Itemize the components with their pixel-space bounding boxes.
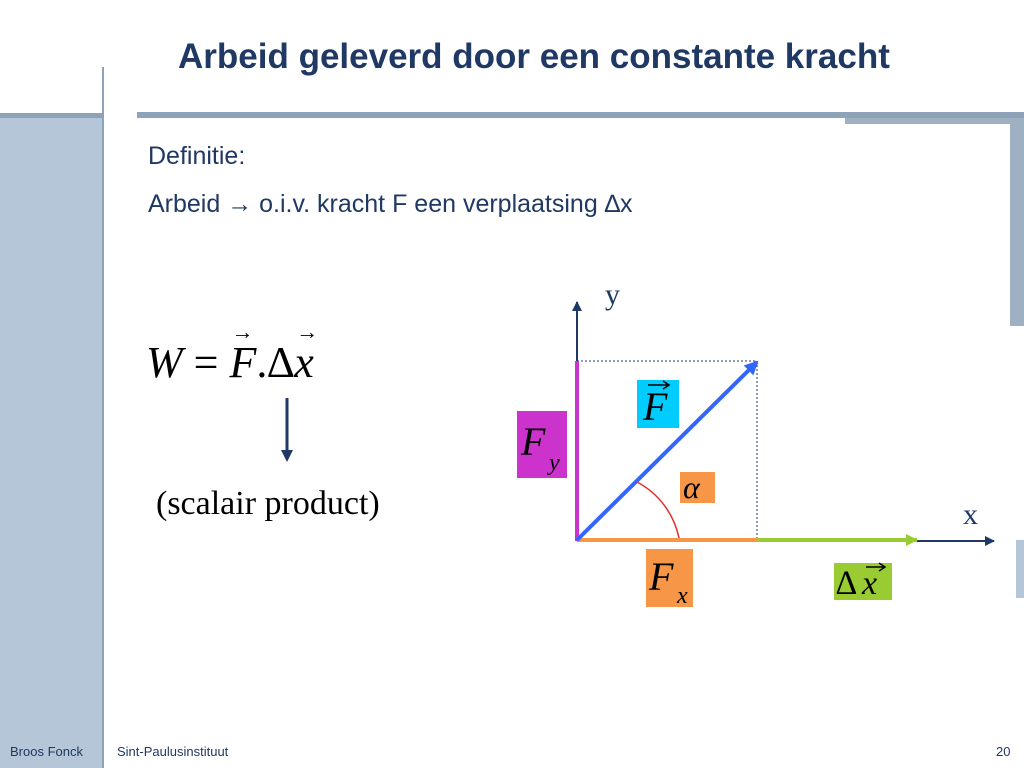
definition-label: Definitie:: [148, 142, 246, 170]
formula-equals: =: [193, 338, 219, 387]
fy-label-subscript: y: [549, 450, 560, 476]
fx-label: F: [649, 554, 674, 599]
fx-label-subscript: x: [677, 583, 688, 609]
formula-vector-f: → F: [229, 337, 256, 388]
displacement-x: x: [862, 565, 878, 602]
footer-author: Broos Fonck: [10, 744, 83, 759]
slide-title: Arbeid geleverd door een constante kracht: [178, 37, 890, 76]
footer-school: Sint-Paulusinstituut: [117, 744, 229, 759]
y-axis-label: y: [605, 278, 620, 311]
alpha-arc: [637, 482, 679, 538]
x-axis-label: x: [963, 498, 978, 531]
alpha-label: α: [683, 469, 700, 505]
page-number: 20: [996, 744, 1011, 759]
scalar-product-note: (scalair product): [156, 485, 380, 522]
displacement-delta: ∆: [836, 565, 857, 602]
force-label: F: [643, 384, 668, 429]
formula-w: W: [146, 338, 183, 387]
formula-vector-x: → x: [294, 337, 314, 388]
formula-dot: .: [256, 338, 268, 387]
fy-label: F: [521, 419, 546, 464]
formula-delta: ∆: [267, 338, 295, 387]
definition-text: Arbeid → o.i.v. kracht F een verplaatsing ∆x: [148, 190, 633, 218]
arrow-down-head-icon: [281, 450, 293, 462]
